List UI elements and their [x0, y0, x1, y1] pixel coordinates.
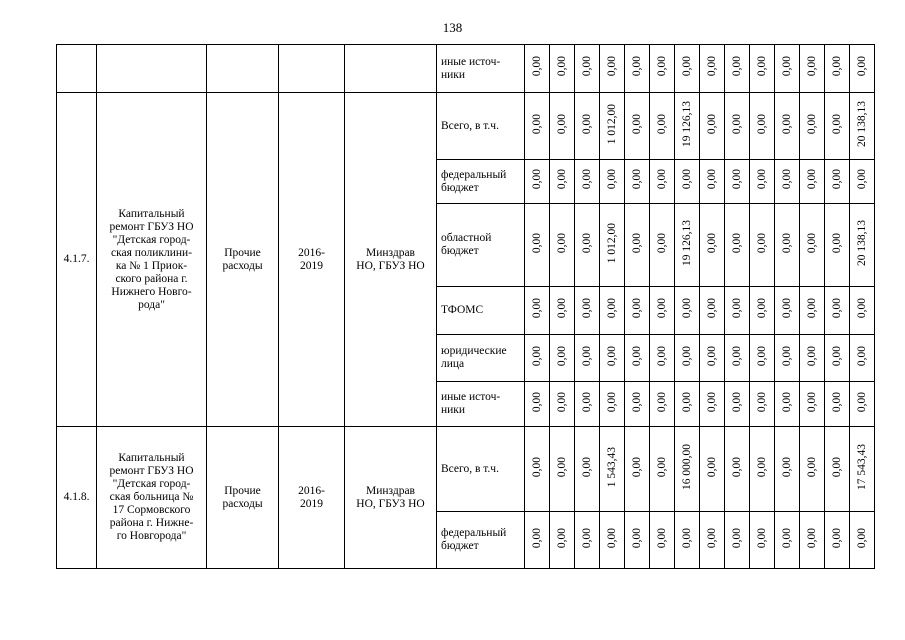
value-cell — [825, 45, 850, 93]
value-text: 0,00 — [530, 113, 543, 135]
value-text: 0,00 — [830, 298, 843, 319]
value-text: 0,00 — [705, 391, 718, 413]
value-text: 0,00 — [830, 56, 843, 77]
value-cell — [550, 287, 575, 335]
value-cell — [725, 512, 750, 569]
value-cell — [700, 382, 725, 427]
value-cell — [675, 204, 700, 287]
value-cell — [700, 93, 725, 160]
value-text: 0,00 — [630, 169, 643, 190]
value-text: 0,00 — [555, 527, 568, 549]
value-cell — [675, 382, 700, 427]
value-text: 0,00 — [780, 298, 793, 319]
value-cell — [525, 93, 550, 160]
value-text: 0,00 — [655, 527, 668, 549]
value-text: 0,00 — [705, 169, 718, 190]
value-text: 0,00 — [605, 391, 618, 413]
value-text: 0,00 — [855, 169, 868, 190]
value-cell — [550, 160, 575, 204]
funding-source: федеральный бюджет — [437, 160, 525, 204]
value-text: 0,00 — [755, 298, 768, 319]
value-text: 0,00 — [730, 169, 743, 190]
value-text: 0,00 — [805, 298, 818, 319]
value-cell — [625, 45, 650, 93]
value-text: 0,00 — [780, 527, 793, 549]
value-text: 0,00 — [755, 345, 768, 367]
value-cell — [800, 45, 825, 93]
value-text: 0,00 — [680, 527, 693, 549]
value-text: 0,00 — [555, 345, 568, 367]
value-cell — [600, 335, 625, 382]
value-text: 0,00 — [830, 527, 843, 549]
value-cell — [725, 427, 750, 512]
value-text: 0,00 — [530, 56, 543, 77]
value-cell — [600, 382, 625, 427]
value-cell — [675, 335, 700, 382]
value-text: 1 012,00 — [605, 222, 618, 264]
value-cell — [700, 287, 725, 335]
item-number: 4.1.7. — [57, 93, 97, 427]
funding-table — [56, 44, 875, 569]
value-cell — [600, 93, 625, 160]
value-text: 0,00 — [780, 113, 793, 135]
value-cell — [700, 335, 725, 382]
value-cell — [525, 204, 550, 287]
value-cell — [650, 93, 675, 160]
value-cell — [550, 204, 575, 287]
value-cell — [825, 204, 850, 287]
value-text: 0,00 — [730, 56, 743, 77]
value-cell — [775, 287, 800, 335]
value-text: 0,00 — [555, 391, 568, 413]
value-text: 0,00 — [705, 456, 718, 478]
table-row — [57, 427, 875, 512]
expense-type: Прочие расходы — [207, 93, 279, 427]
value-cell — [525, 382, 550, 427]
value-text: 0,00 — [730, 456, 743, 478]
value-cell — [775, 160, 800, 204]
value-cell — [800, 382, 825, 427]
value-text: 0,00 — [805, 391, 818, 413]
page-number: 138 — [442, 20, 463, 35]
value-text: 0,00 — [805, 56, 818, 77]
value-cell — [675, 160, 700, 204]
value-text: 0,00 — [705, 56, 718, 77]
value-text: 0,00 — [530, 232, 543, 254]
value-cell — [750, 93, 775, 160]
value-cell — [850, 512, 875, 569]
value-text: 0,00 — [855, 298, 868, 319]
value-cell — [750, 45, 775, 93]
value-cell — [700, 427, 725, 512]
value-text: 0,00 — [780, 391, 793, 413]
value-text: 0,00 — [555, 232, 568, 254]
value-cell — [725, 93, 750, 160]
value-cell — [775, 204, 800, 287]
value-cell — [775, 335, 800, 382]
value-cell — [550, 335, 575, 382]
value-cell — [775, 93, 800, 160]
value-cell — [825, 427, 850, 512]
value-text: 0,00 — [730, 527, 743, 549]
funding-source: иные источ- ники — [437, 382, 525, 427]
value-cell — [675, 45, 700, 93]
value-text: 0,00 — [580, 298, 593, 319]
value-text: 0,00 — [580, 56, 593, 77]
value-text: 0,00 — [655, 169, 668, 190]
funding-source: федеральный бюджет — [437, 512, 525, 569]
value-cell — [650, 512, 675, 569]
funding-source: областной бюджет — [437, 204, 525, 287]
value-cell — [800, 204, 825, 287]
empty-cell — [57, 45, 97, 93]
value-text: 1 543,43 — [605, 446, 618, 488]
value-text: 0,00 — [680, 391, 693, 413]
value-cell — [525, 45, 550, 93]
value-text: 0,00 — [705, 232, 718, 254]
value-text: 0,00 — [630, 391, 643, 413]
item-owner: Минздрав НО, ГБУЗ НО — [345, 427, 437, 569]
item-name: Капитальный ремонт ГБУЗ НО "Детская город- ская больница № 17 Сормовского района г. Нижне- го Новгорода" — [97, 427, 207, 569]
value-cell — [625, 287, 650, 335]
value-cell — [825, 382, 850, 427]
value-text: 0,00 — [755, 56, 768, 77]
value-cell — [550, 45, 575, 93]
value-text: 0,00 — [555, 113, 568, 135]
value-text: 0,00 — [780, 456, 793, 478]
value-text: 0,00 — [655, 232, 668, 254]
funding-source: Всего, в т.ч. — [437, 427, 525, 512]
value-cell — [825, 335, 850, 382]
value-cell — [700, 204, 725, 287]
value-cell — [800, 335, 825, 382]
value-text: 0,00 — [705, 113, 718, 135]
value-cell — [600, 160, 625, 204]
value-cell — [850, 160, 875, 204]
value-cell — [650, 45, 675, 93]
value-text: 0,00 — [730, 298, 743, 319]
value-cell — [775, 45, 800, 93]
value-cell — [625, 382, 650, 427]
value-cell — [800, 160, 825, 204]
value-cell — [575, 287, 600, 335]
value-text: 0,00 — [730, 113, 743, 135]
value-cell — [725, 204, 750, 287]
value-text: 0,00 — [580, 345, 593, 367]
value-text: 0,00 — [530, 527, 543, 549]
value-text: 20 138,13 — [855, 220, 868, 266]
funding-source: иные источ- ники — [437, 45, 525, 93]
value-text: 0,00 — [655, 56, 668, 77]
value-cell — [850, 335, 875, 382]
value-text: 0,00 — [855, 527, 868, 549]
empty-cell — [207, 45, 279, 93]
value-text: 0,00 — [755, 232, 768, 254]
value-text: 0,00 — [805, 113, 818, 135]
value-cell — [650, 287, 675, 335]
empty-cell — [279, 45, 345, 93]
value-text: 0,00 — [605, 56, 618, 77]
value-text: 0,00 — [655, 113, 668, 135]
value-cell — [675, 512, 700, 569]
value-cell — [625, 512, 650, 569]
value-cell — [625, 93, 650, 160]
value-cell — [750, 512, 775, 569]
value-text: 0,00 — [755, 391, 768, 413]
value-text: 0,00 — [805, 527, 818, 549]
value-cell — [725, 160, 750, 204]
value-cell — [575, 427, 600, 512]
value-cell — [850, 382, 875, 427]
value-cell — [575, 382, 600, 427]
value-text: 0,00 — [705, 298, 718, 319]
value-cell — [825, 512, 850, 569]
value-text: 0,00 — [530, 298, 543, 319]
value-cell — [700, 45, 725, 93]
value-cell — [525, 512, 550, 569]
value-text: 0,00 — [705, 527, 718, 549]
value-text: 19 126,13 — [680, 101, 693, 147]
value-cell — [575, 160, 600, 204]
value-text: 0,00 — [530, 169, 543, 190]
value-cell — [675, 427, 700, 512]
value-cell — [700, 160, 725, 204]
value-cell — [550, 382, 575, 427]
value-text: 0,00 — [680, 345, 693, 367]
value-cell — [850, 427, 875, 512]
value-cell — [600, 512, 625, 569]
value-cell — [625, 427, 650, 512]
value-cell — [575, 204, 600, 287]
value-text: 0,00 — [830, 232, 843, 254]
value-text: 0,00 — [730, 391, 743, 413]
value-text: 0,00 — [730, 232, 743, 254]
value-text: 0,00 — [780, 232, 793, 254]
value-cell — [575, 93, 600, 160]
funding-source: юридические лица — [437, 335, 525, 382]
value-text: 0,00 — [605, 298, 618, 319]
value-text: 0,00 — [780, 56, 793, 77]
value-cell — [825, 160, 850, 204]
value-text: 0,00 — [830, 113, 843, 135]
value-cell — [775, 427, 800, 512]
value-text: 0,00 — [630, 527, 643, 549]
value-text: 0,00 — [805, 456, 818, 478]
value-cell — [725, 382, 750, 427]
value-cell — [750, 335, 775, 382]
value-text: 0,00 — [530, 391, 543, 413]
value-text: 0,00 — [805, 169, 818, 190]
value-cell — [700, 512, 725, 569]
value-cell — [775, 382, 800, 427]
value-text: 0,00 — [755, 169, 768, 190]
value-cell — [550, 512, 575, 569]
value-text: 0,00 — [605, 169, 618, 190]
value-text: 0,00 — [630, 56, 643, 77]
item-years: 2016- 2019 — [279, 93, 345, 427]
value-text: 0,00 — [630, 113, 643, 135]
value-cell — [650, 204, 675, 287]
value-cell — [600, 287, 625, 335]
funding-source: Всего, в т.ч. — [437, 93, 525, 160]
value-text: 0,00 — [580, 391, 593, 413]
value-cell — [800, 93, 825, 160]
value-text: 0,00 — [755, 113, 768, 135]
value-text: 0,00 — [680, 169, 693, 190]
value-cell — [550, 427, 575, 512]
value-text: 0,00 — [805, 232, 818, 254]
value-text: 0,00 — [680, 56, 693, 77]
value-cell — [750, 287, 775, 335]
value-cell — [825, 287, 850, 335]
expense-type: Прочие расходы — [207, 427, 279, 569]
value-text: 0,00 — [555, 56, 568, 77]
value-cell — [525, 160, 550, 204]
value-cell — [550, 93, 575, 160]
value-text: 0,00 — [855, 56, 868, 77]
value-text: 0,00 — [680, 298, 693, 319]
value-cell — [625, 335, 650, 382]
value-text: 0,00 — [655, 456, 668, 478]
value-text: 0,00 — [780, 345, 793, 367]
value-cell — [625, 160, 650, 204]
value-cell — [650, 427, 675, 512]
item-owner: Минздрав НО, ГБУЗ НО — [345, 93, 437, 427]
value-text: 19 126,13 — [680, 220, 693, 266]
value-text: 0,00 — [605, 345, 618, 367]
funding-source: ТФОМС — [437, 287, 525, 335]
value-cell — [575, 335, 600, 382]
value-cell — [725, 287, 750, 335]
value-text: 0,00 — [830, 345, 843, 367]
value-cell — [850, 93, 875, 160]
value-cell — [600, 45, 625, 93]
value-text: 0,00 — [655, 391, 668, 413]
value-cell — [800, 512, 825, 569]
item-years: 2016- 2019 — [279, 427, 345, 569]
value-text: 1 012,00 — [605, 103, 618, 145]
value-text: 0,00 — [755, 527, 768, 549]
value-text: 0,00 — [580, 169, 593, 190]
value-text: 0,00 — [630, 456, 643, 478]
value-cell — [850, 287, 875, 335]
value-cell — [650, 335, 675, 382]
value-cell — [525, 427, 550, 512]
value-text: 0,00 — [605, 527, 618, 549]
value-text: 0,00 — [830, 169, 843, 190]
value-text: 0,00 — [780, 169, 793, 190]
value-text: 0,00 — [580, 527, 593, 549]
value-cell — [850, 45, 875, 93]
value-cell — [750, 382, 775, 427]
value-text: 0,00 — [730, 345, 743, 367]
value-cell — [600, 427, 625, 512]
value-text: 0,00 — [655, 345, 668, 367]
value-text: 0,00 — [630, 232, 643, 254]
value-cell — [800, 287, 825, 335]
value-text: 0,00 — [580, 232, 593, 254]
empty-cell — [345, 45, 437, 93]
value-cell — [750, 204, 775, 287]
value-cell — [725, 45, 750, 93]
value-cell — [525, 287, 550, 335]
value-text: 0,00 — [805, 345, 818, 367]
value-text: 0,00 — [855, 391, 868, 413]
value-cell — [675, 93, 700, 160]
value-text: 20 138,13 — [855, 101, 868, 147]
value-text: 0,00 — [830, 391, 843, 413]
value-cell — [850, 204, 875, 287]
value-cell — [775, 512, 800, 569]
value-cell — [725, 335, 750, 382]
value-text: 0,00 — [830, 456, 843, 478]
item-name: Капитальный ремонт ГБУЗ НО "Детская город- ская поликлини- ка № 1 Приок- ского района г. Нижнего Новго- рода" — [97, 93, 207, 427]
table-row — [57, 45, 875, 93]
value-text: 0,00 — [580, 456, 593, 478]
value-text: 17 543,43 — [855, 444, 868, 490]
value-text: 0,00 — [555, 169, 568, 190]
value-cell — [525, 335, 550, 382]
value-text: 0,00 — [580, 113, 593, 135]
empty-cell — [97, 45, 207, 93]
value-text: 0,00 — [530, 345, 543, 367]
value-text: 0,00 — [855, 345, 868, 367]
value-text: 0,00 — [755, 456, 768, 478]
value-cell — [750, 160, 775, 204]
item-number: 4.1.8. — [57, 427, 97, 569]
value-cell — [575, 512, 600, 569]
value-text: 0,00 — [555, 298, 568, 319]
value-text: 0,00 — [655, 298, 668, 319]
value-text: 0,00 — [530, 456, 543, 478]
value-cell — [600, 204, 625, 287]
value-cell — [800, 427, 825, 512]
value-cell — [575, 45, 600, 93]
value-text: 0,00 — [630, 345, 643, 367]
table-row — [57, 93, 875, 160]
value-text: 0,00 — [630, 298, 643, 319]
value-cell — [675, 287, 700, 335]
value-cell — [625, 204, 650, 287]
value-cell — [825, 93, 850, 160]
value-cell — [750, 427, 775, 512]
value-text: 0,00 — [705, 345, 718, 367]
value-text: 16 000,00 — [680, 444, 693, 490]
value-cell — [650, 382, 675, 427]
value-text: 0,00 — [555, 456, 568, 478]
value-cell — [650, 160, 675, 204]
